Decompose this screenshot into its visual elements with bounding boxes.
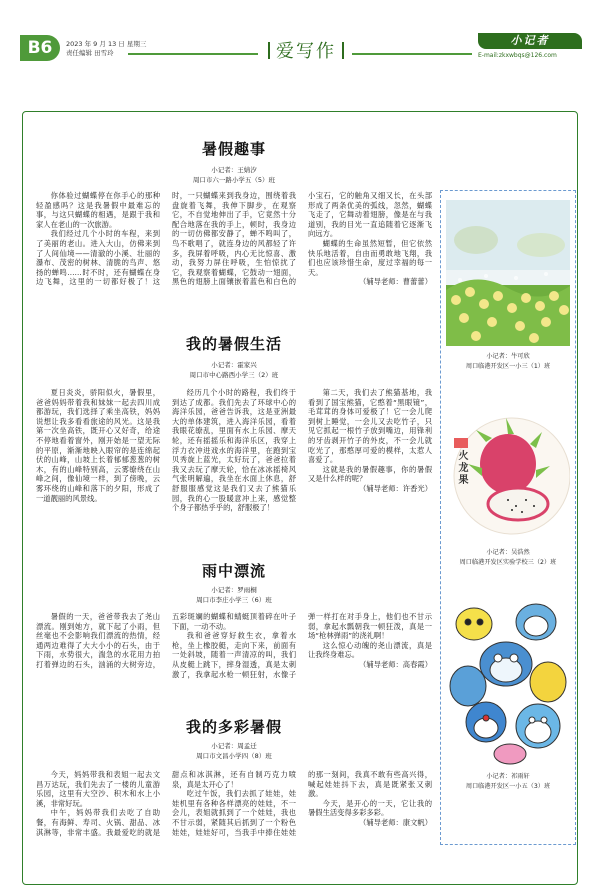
paragraph: 我和爸爸穿好救生衣，拿着水枪，坐上橡胶艇，走向下来，前面有一处斜坡，随着一声清凉的叫，我们从皮艇上跳下，摔身湿透，真是太刺激了，我拿起水枪一顿狂射，水像子弹一样打在对手身上，他们也不甘示弱，拿起水瓢朝我一顿狂泼，真是一场“枪林弹雨”的浇礼啊！ xyxy=(172,612,432,679)
artwork-garden xyxy=(446,200,570,375)
paragraph: 蝴蝶的生命虽然短暂，但它依然快乐地活着，自由而勇敢地飞翔，我们也应该珍惜生命，度过幸福的每一天。 xyxy=(308,238,432,277)
section-title-text: 爱写作 xyxy=(276,41,336,62)
teacher-credit: （辅导老师：许香光） xyxy=(359,483,432,493)
artwork-reporter: 小记者：吴浩然 xyxy=(486,549,530,556)
teacher-credit: （辅导老师：高春霞） xyxy=(359,659,432,669)
paragraph: 今天，是开心的一天，它让我的暑假生活变得多彩多彩。 xyxy=(308,798,432,818)
article-body xyxy=(36,770,432,882)
paragraph: 夏日炎炎，骄阳似火，暑假里，爸爸妈妈带着我和妹妹一起去四川成都游玩，我们选择了乘坐高铁，妈妈说想让我多看看旅途的风光。这是我第一次坐高铁，既开心又好奇，给途不停地看着窗外，刚开始是一望无际的平原，渐渐地映入眼帘的是连绵起伏的山峰，山坡上长着郁郁葱葱的树木，有的山峰特别高，云雾缭绕在山峰之间，像仙境一样，到了傍晚，云雾环绕的山峰和落下的夕阳，形成了一道靓丽的风景线。 xyxy=(36,388,160,503)
brand-banner xyxy=(478,33,582,49)
article-title: 雨中漂流 xyxy=(201,562,266,580)
cartoon-painting xyxy=(446,594,570,766)
article-reporter: 小记者：霍家兴 xyxy=(211,361,257,369)
article-title: 暑假趣事 xyxy=(201,140,266,158)
artwork-reporter: 小记者：祁雨轩 xyxy=(486,773,530,780)
article-body xyxy=(36,191,432,341)
paragraph: 第二天，我们去了熊猫基地，我看到了国宝熊猫，它憨着“黑眼镜”，毛茸茸的身体可爱极了！它一会儿爬到树上睡觉，一会儿又去吃竹子，只见它抓起一根竹子放到嘴边，用锋利的牙齿剥开竹子的外皮，不一会儿就吃光了，那憨厚可爱的模样，太惹人喜爱了。 xyxy=(308,388,432,465)
garden-painting xyxy=(446,200,570,346)
header-rule-right xyxy=(352,53,472,55)
artwork-dragon-fruit xyxy=(446,408,570,568)
article-reporter: 小记者：周孟迁 xyxy=(211,742,257,750)
article-body xyxy=(36,388,432,560)
article-title: 我的多彩暑假 xyxy=(185,718,282,736)
teacher-credit: （辅导老师：曹蕾蕾） xyxy=(359,277,432,287)
paragraph: 吃过午饭，我们去抓了娃娃，娃娃机里有各种各样漂亮的娃娃，不一会儿，表姐就抓到了一个娃娃，我也不甘示弱，紧随其后抓到了一个粉色娃娃，娃娃好可，当我手中捧住娃娃的那一刻间，我真不敢有些高兴得，喊起娃娃抖下去，真是既紧张又刺激。 xyxy=(172,770,432,837)
artwork-school: 周口临港开发区实验学校三（2）班 xyxy=(459,559,557,566)
paragraph: 暑假的一天，爸爸带我去了尧山漂流。刚到她方，就下起了小雨，但丝毫也不会影响我们漂流的热情，经通两边难得了大大小小的石头，由于下雨，水势很大，湍急的水花用力拍打着弹边的石头，汹涌的大树旁边，五彩斑斓的蝴蝶和蜻蜓顶着碎在叶子下面，一动不动。 xyxy=(36,612,296,669)
article-school: 周口市中心路西小学三（2）班 xyxy=(189,371,279,379)
artwork-school: 周口临港开发区一小三（1）班 xyxy=(465,363,551,370)
header-rule-left xyxy=(128,53,258,55)
paragraph: 今天，妈妈带我和表姐一起去文昌万达玩，我们先去了一楼的儿童游乐园，这里有大空沙、积木和水上小溪，非常好玩。 xyxy=(36,770,160,808)
article-school: 周口市六一路小学五（5）班 xyxy=(192,176,276,184)
page-number-tab: B6 xyxy=(20,35,60,61)
artwork-reporter: 小记者：牛可欣 xyxy=(486,353,530,360)
paragraph: 中午，妈妈带我们去吃了自助餐，有海鲜、寿司、火锅、甜品、冰淇淋等，非常丰盛。我最爱吃的就是甜点和冰淇淋，还有自制巧克力喷泉，真是太开心了！ xyxy=(36,770,296,837)
article-reporter: 小记者：王婧汐 xyxy=(211,166,257,174)
teacher-credit: （辅导老师：康文帆） xyxy=(359,817,432,827)
artwork-school: 周口临港开发区一小五（3）班 xyxy=(465,783,551,790)
editor-credit: 责任编辑 田雪玲 xyxy=(66,49,114,57)
issue-date: 2023 年 9 月 13 日 星期三 xyxy=(66,40,147,48)
brand-label: 小记者 xyxy=(510,34,550,47)
section-title xyxy=(262,37,350,63)
paragraph: 你体验过蝴蝶停在你手心的那种轻盈感吗？这是我暑假中最难忘的事，与这只蝴蝶的相遇，是跟于我和家人在老山的一次旅游。 xyxy=(36,191,160,229)
article-title: 我的暑假生活 xyxy=(185,335,282,353)
article-school: 周口市文昌小学四（8）班 xyxy=(196,752,272,760)
paragraph: 这么惊心动魄的尧山漂流，真是让我终身难忘。 xyxy=(308,640,432,660)
paragraph: 经历几个小时的路程，我们终于到达了成都。我们先去了环球中心的海洋乐园，爸爸告诉我，这是亚洲最大的单体建筑，进入海洋乐园，看着我眼花缭乱，里面有水上乐园、摩天轮，还有摇摇乐和海洋乐区，我穿上浮力衣冲进戏水的海洋里，在跑到宝贝秀旋上蓝光，太好玩了，爸爸拉着我又去玩了摩天轮，恰在冰冰摇椅风气张明解遍，我坐在水面上休息，舒舒服服感觉这是我们又去了熊猫乐园，我的心一股暖意冲上来，感觉整个身子都热乎乎的，舒服极了！ xyxy=(172,388,296,513)
artwork-title: 火龙果 xyxy=(456,450,467,486)
artwork-cartoons xyxy=(446,594,570,834)
article-school: 周口市李庄小学三（6）班 xyxy=(196,596,272,604)
article-reporter: 小记者：罗雨桐 xyxy=(211,586,257,594)
page-header xyxy=(0,0,600,74)
contact-email: E-mail:zkxwbqs@126.com xyxy=(478,52,557,59)
article-body xyxy=(36,612,432,724)
paragraph: 这就是我的暑假趣事，你的暑假又是什么样的呢？ xyxy=(308,464,432,484)
paragraph: 我们经过几个小时的车程，来到了美丽的老山。进入大山，仿佛来到了人间仙境——清澈的小溪、壮丽的瀑布、茂密的树林、清脆的鸟声、悠扬的蝉鸣……时不时，还有蝴蝶在身边飞舞，这里的一切都好极了！这时，一只蝴蝶来到我身边，围绕着我盘旋着飞舞，我伸下脚步，在观察它，不自觉地伸出了手，它竟然十分配合地落在我的手上，顿时，我身边的一切仿佛都安静了，蝉不鸣叫了，鸟不歌唱了，就连身边的风都轻了许多，我屏着呼吸，内心无比惊喜、激动，我努力屏住呼吸，生怕惊扰了它，我观察着蝴蝶，它鼓动一翅面，黑色的翅膀上面镶嵌着蓝色和白色的小宝石，它的触角又细又长，在头部形成了两条优美的弧线，忽然，蝴蝶飞走了，它舞动着翅膀，像是在与我道别，我的目光一直追随着它逐渐飞向远方。 xyxy=(36,191,432,287)
